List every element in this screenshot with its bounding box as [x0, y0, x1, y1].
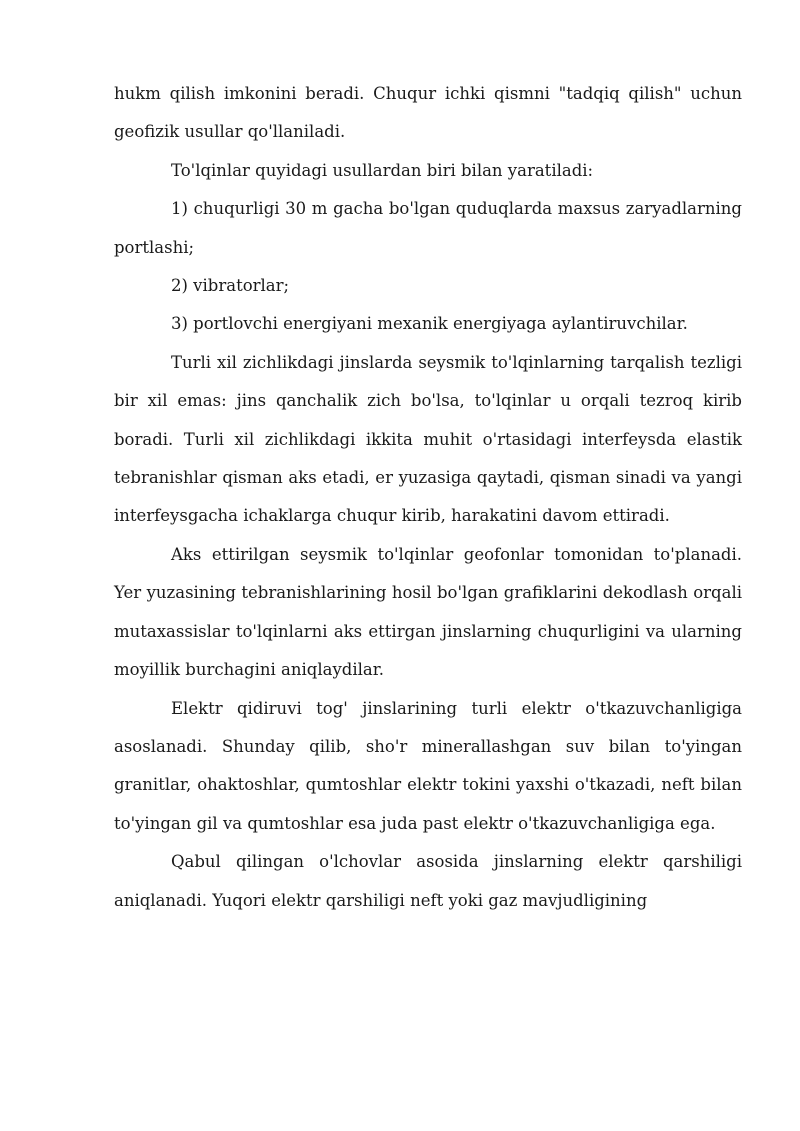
paragraph-electric-exploration: Elektr qidiruvi tog' jinslarining turli elektr o'tkazuvchanligiga asoslanadi. Shunday qilib, sho'r minerallashgan suv bilan to'yingan granitlar, ohaktoshlar, qumtoshlar elektr tokini yaxshi o'tkazadi, neft bilan to'yingan gil va qumtoshlar esa juda past elektr o'tkazuvchanligiga ega.	[114, 698, 742, 833]
paragraph-seismic-speed: Turli xil zichlikdagi jinslarda seysmik to'lqinlarning tarqalish tezligi bir xil emas: jins qanchalik zich bo'lsa, to'lqinlar u orqali tezroq kirib boradi. Turli xil zichlikdagi ikkita muhit o'rtasidagi interfeysda elastik tebranishlar qisman aks etadi, er yuzasiga qaytadi, qisman sinadi va yangi interfeysgacha ichaklarga chuqur kirib, harakatini davom ettiradi.	[114, 352, 742, 526]
list-item-2: 2) vibratorlar;	[171, 276, 290, 296]
document-page	[114, 75, 742, 920]
paragraph-waves-intro: To'lqinlar quyidagi usullardan biri bilan yaratiladi:	[171, 160, 594, 180]
list-item-1: 1) chuqurligi 30 m gacha bo'lgan quduqlarda maxsus zaryadlarning portlashi;	[114, 199, 742, 257]
paragraph-resistance: Qabul qilingan o'lchovlar asosida jinslarning elektr qarshiligi aniqlanadi. Yuqori elektr qarshiligi neft yoki gaz mavjudligining	[114, 852, 742, 910]
list-item-3: 3) portlovchi energiyani mexanik energiyaga aylantiruvchilar.	[171, 314, 688, 334]
paragraph-continuation: hukm qilish imkonini beradi. Chuqur ichki qismni "tadqiq qilish" uchun geofizik usullar qo'llaniladi.	[114, 84, 742, 142]
paragraph-geophones: Aks ettirilgan seysmik to'lqinlar geofonlar tomonidan to'planadi. Yer yuzasining tebranishlarining hosil bo'lgan grafiklarini dekodlash orqali mutaxassislar to'lqinlarni aks ettirgan jinslarning chuqurligini va ularning moyillik burchagini aniqlaydilar.	[114, 544, 742, 680]
